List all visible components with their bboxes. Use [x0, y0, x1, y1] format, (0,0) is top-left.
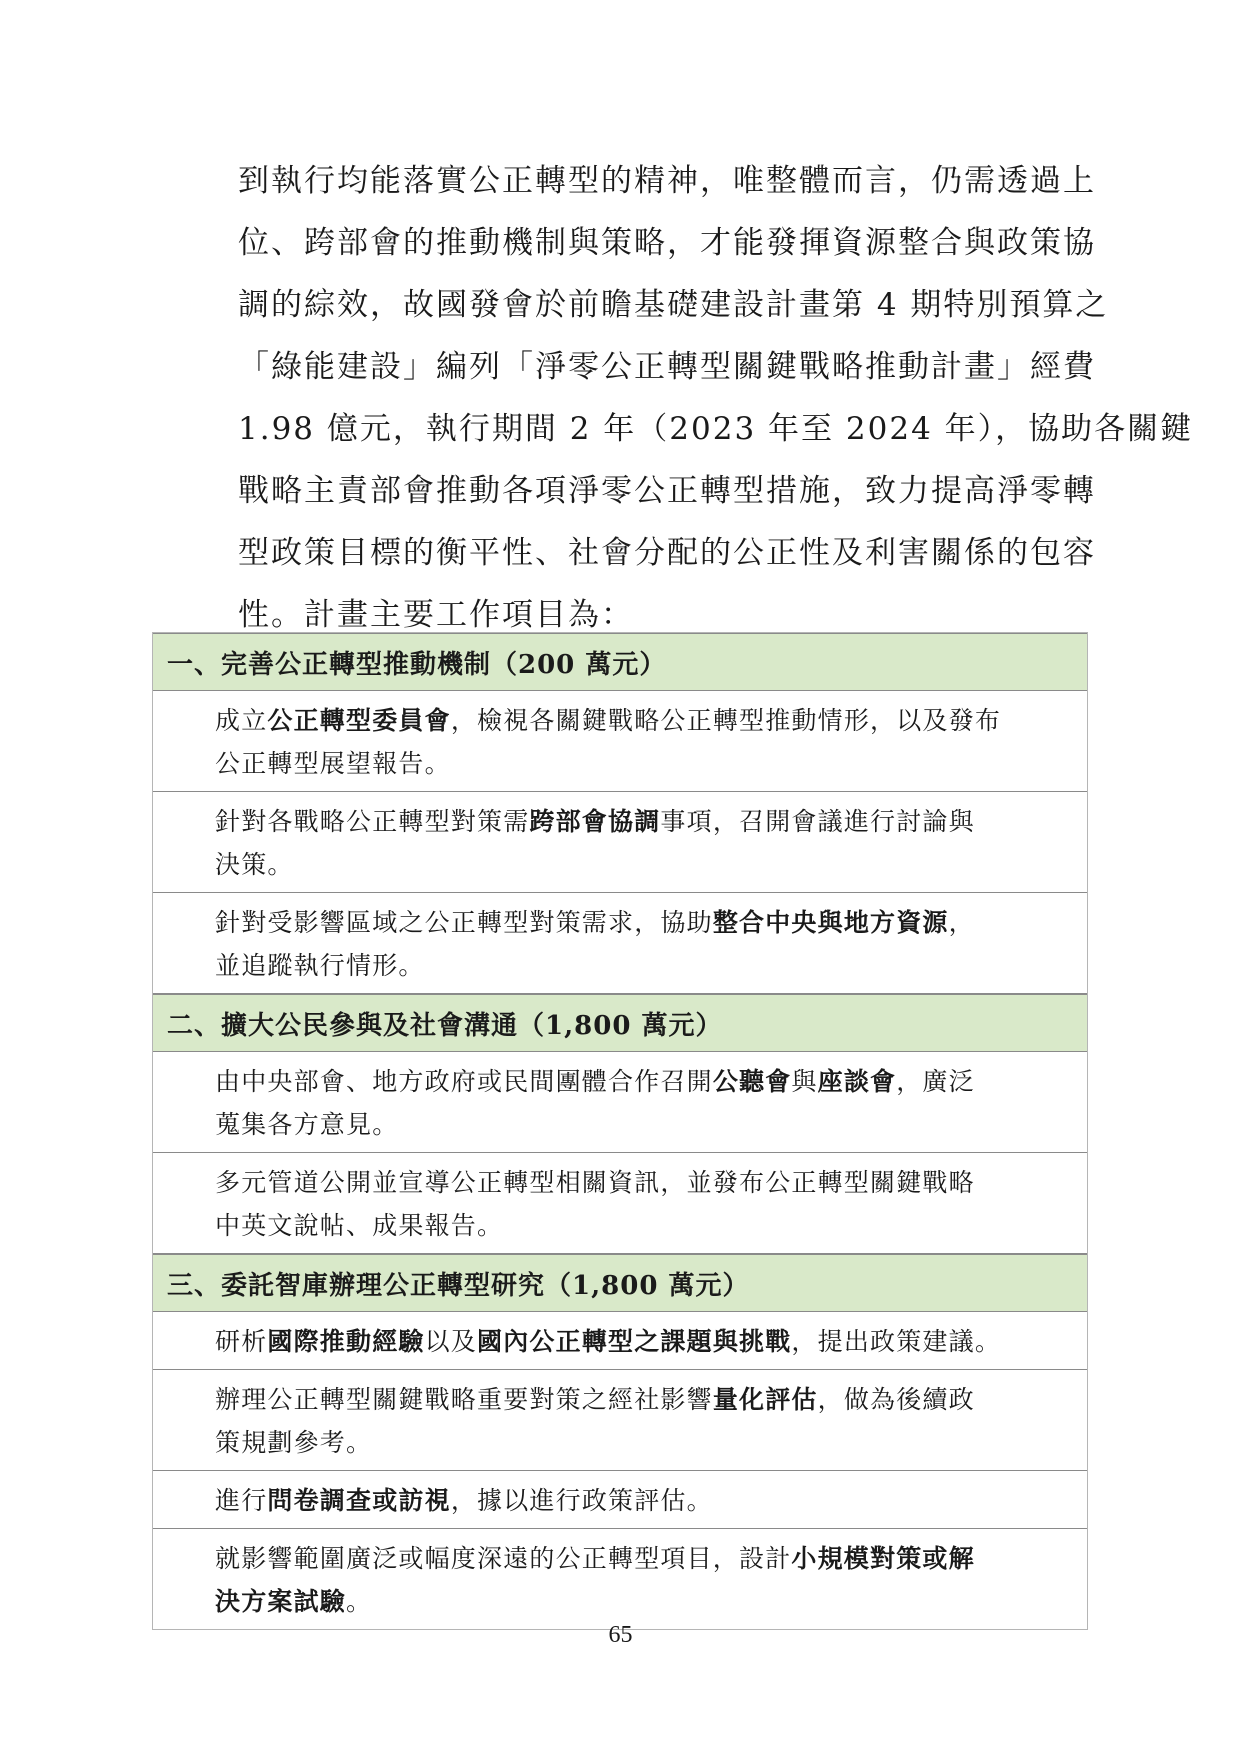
bold-text: 座談會: [817, 1067, 897, 1096]
bold-text: 整合中央與地方資源: [712, 908, 949, 937]
table-row: [153, 893, 1087, 994]
text: 事項，召開會議進行討論與: [660, 807, 975, 836]
row-line: [215, 901, 1057, 944]
bold-text: 公聽會: [712, 1067, 792, 1096]
bold-text: 決方案試驗: [215, 1587, 347, 1616]
text: 由中央部會、地方政府或民間團體合作召開: [215, 1067, 713, 1096]
row-line: [215, 1537, 1057, 1580]
row-line: 中英文說帖、成果報告。: [215, 1211, 504, 1240]
row-line: 決策。: [215, 850, 294, 879]
table-row: [153, 1052, 1087, 1153]
row-line: [215, 1479, 1057, 1522]
text: 。: [346, 1587, 373, 1616]
bold-text: 公正轉型委員會: [267, 706, 451, 735]
bold-text: 國際推動經驗: [267, 1327, 425, 1356]
row-line: 策規劃參考。: [215, 1428, 373, 1457]
row-line: [215, 800, 1057, 843]
text: ，做為後續政: [817, 1385, 975, 1414]
table-row: [153, 691, 1087, 792]
page-number: 65: [608, 1622, 633, 1648]
table-row: [153, 1370, 1087, 1471]
row-line: [215, 1320, 1057, 1363]
table-row: [153, 1153, 1087, 1254]
row-line: 公正轉型展望報告。: [215, 749, 451, 778]
row-line: [215, 1378, 1057, 1421]
bold-text: 小規模對策或解: [791, 1544, 975, 1573]
table-row: [153, 1529, 1087, 1629]
section-header: 二、擴大公民參與及社會溝通（1,800 萬元）: [153, 994, 1087, 1052]
text: 成立: [215, 706, 268, 735]
row-line: 多元管道公開並宣導公正轉型相關資訊，並發布公正轉型關鍵戰略: [215, 1168, 975, 1197]
text: 進行: [215, 1486, 268, 1515]
work-items-table: [152, 632, 1088, 1630]
paragraph-line: 性。計畫主要工作項目為：: [238, 597, 634, 633]
row-line: 蒐集各方意見。: [215, 1110, 399, 1139]
paragraph-line: 1.98 億元，執行期間 2 年（2023 年至 2024 年），協助各關鍵: [238, 411, 1194, 447]
table-row: [153, 792, 1087, 893]
text: ，據以進行政策評估。: [450, 1486, 713, 1515]
text: ，提出政策建議。: [791, 1327, 1002, 1356]
text: 針對各戰略公正轉型對策需: [215, 807, 530, 836]
bold-text: 問卷調查或訪視: [267, 1486, 451, 1515]
bold-text: 跨部會協調: [529, 807, 661, 836]
text: 辦理公正轉型關鍵戰略重要對策之經社影響: [215, 1385, 713, 1414]
section-header: 一、完善公正轉型推動機制（200 萬元）: [153, 633, 1087, 691]
row-line: 並追蹤執行情形。: [215, 951, 425, 980]
paragraph-line: 戰略主責部會推動各項淨零公正轉型措施，致力提高淨零轉: [238, 473, 1096, 509]
text: 就影響範圍廣泛或幅度深遠的公正轉型項目，設計: [215, 1544, 792, 1573]
text: ，: [948, 908, 975, 937]
text: ，廣泛: [896, 1067, 975, 1096]
row-line: [215, 1580, 1057, 1623]
row-line: [215, 699, 1057, 742]
bold-text: 國內公正轉型之課題與挑戰: [477, 1327, 792, 1356]
paragraph-line: 到執行均能落實公正轉型的精神，唯整體而言，仍需透過上: [238, 163, 1096, 199]
section-header: 三、委託智庫辦理公正轉型研究（1,800 萬元）: [153, 1254, 1087, 1312]
text: ，檢視各關鍵戰略公正轉型推動情形，以及發布: [450, 706, 1002, 735]
row-line: [215, 1060, 1057, 1103]
paragraph-line: 調的綜效，故國發會於前瞻基礎建設計畫第 4 期特別預算之: [238, 287, 1109, 323]
text: 研析: [215, 1327, 268, 1356]
bold-text: 量化評估: [712, 1385, 818, 1414]
paragraph-line: 型政策目標的衡平性、社會分配的公正性及利害關係的包容: [238, 535, 1096, 571]
paragraph-line: 位、跨部會的推動機制與策略，才能發揮資源整合與政策協: [238, 225, 1096, 261]
table-row: [153, 1312, 1087, 1370]
intro-paragraph: [238, 150, 1194, 646]
text: 針對受影響區域之公正轉型對策需求，協助: [215, 908, 713, 937]
text: 以及: [424, 1327, 478, 1356]
table-row: [153, 1471, 1087, 1529]
text: 與: [791, 1067, 818, 1096]
paragraph-line: 「綠能建設」編列「淨零公正轉型關鍵戰略推動計畫」經費: [238, 349, 1096, 385]
